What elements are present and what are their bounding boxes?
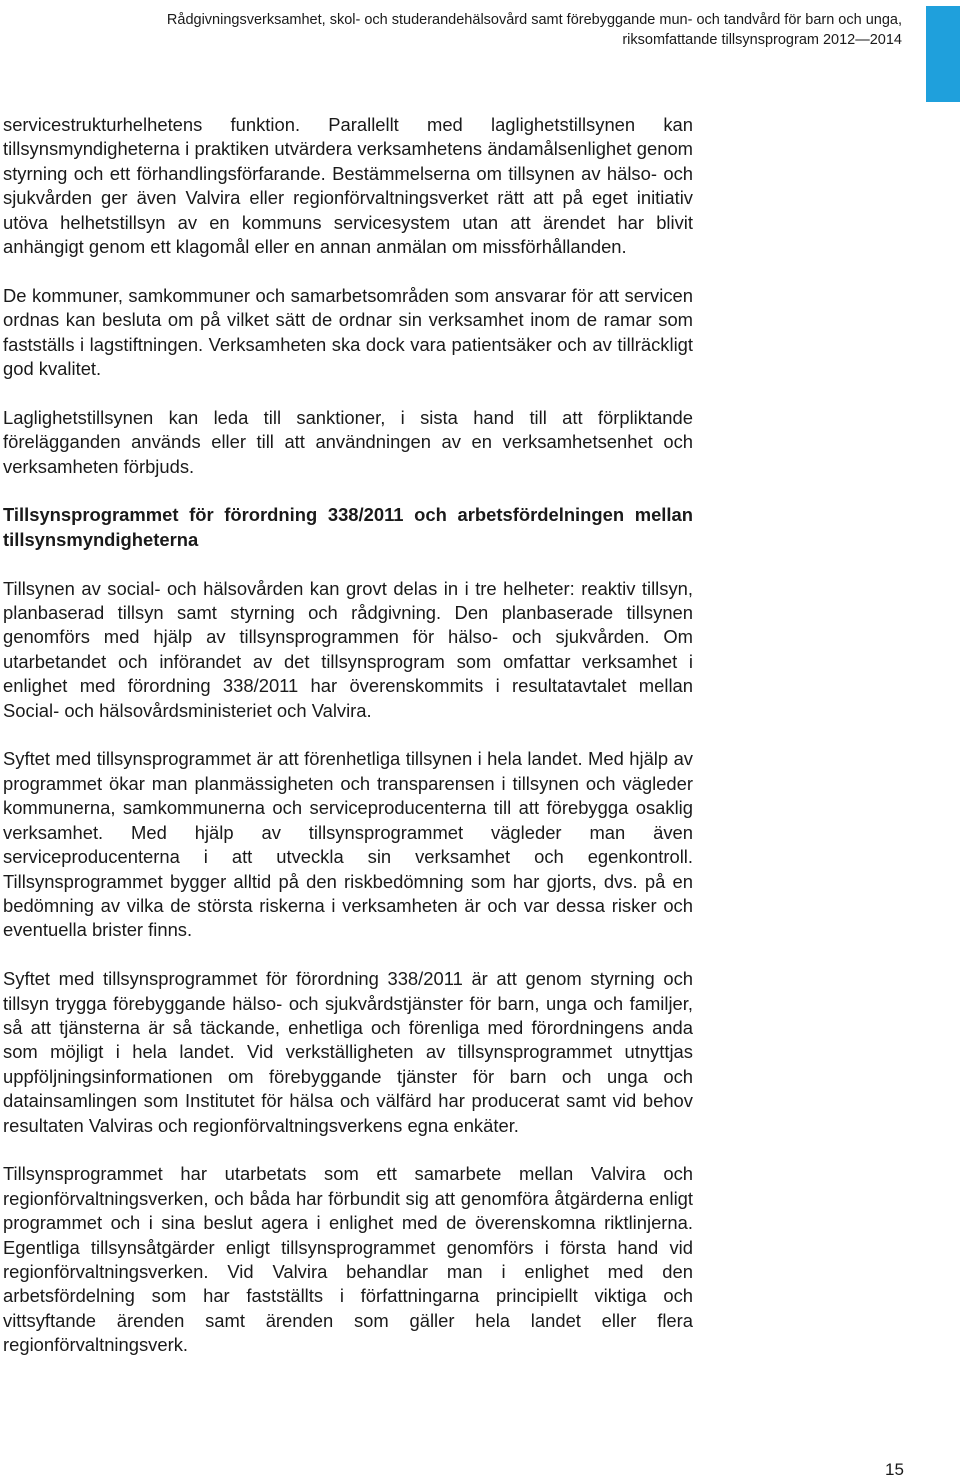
- paragraph-1: servicestrukturhelhetens funktion. Parallellt med laglighetstillsynen kan tillsynsmyndigheterna i praktiken utvärdera verksamhetens ändamålsenlighet genom styrning och ett förhandlingsförfarande. Bestämmelserna om tillsynen av hälso- och sjukvården ger även Valvira eller regionförvaltningsverket rätt att på eget initiativ utöva helhetstillsyn av en kommuns servicesystem utan att ärendet har blivit anhängigt genom ett klagomål eller en annan anmälan om missförhållanden.: [3, 114, 693, 258]
- paragraph-3: Laglighetstillsynen kan leda till sanktioner, i sista hand till att förpliktande förelägganden används eller till att användningen av en verksamhetsenhet och verksamheten förbjuds.: [3, 406, 693, 477]
- paragraph-4: Tillsynen av social- och hälsovården kan grovt delas in i tre helheter: reaktiv tillsyn, planbaserad tillsyn samt styrning och rådgivning. Den planbaserade tillsynen genomförs med hjälp av tillsynsprogrammen för hälso- och sjukvården. Om utarbetandet och införandet av det tillsynsprogram som omfattar verksamhet i enlighet med förordning 338/2011 har överenskommits i resultatavtalet mellan Social- och hälsovårdsministeriet och Valvira.: [3, 577, 693, 721]
- paragraph-7: Tillsynsprogrammet har utarbetats som ett samarbete mellan Valvira och regionförvaltningsverken, och båda har förbundit sig att genomföra åtgärderna enligt programmet och i sina beslut agera i enlighet med de överenskomna riktlinjerna. Egentliga tillsynsåtgärder enligt tillsynsprogrammet genomförs i första hand vid regionförvaltningsverken. Vid Valvira behandlar man i enlighet med den arbetsfördelning som har fastställts i författningarna principiellt viktiga och vittsyftande ärenden samt ärenden som gäller hela landet eller flera regionförvaltningsverk.: [3, 1163, 693, 1356]
- accent-bar: [926, 6, 960, 102]
- paragraph-5: Syftet med tillsynsprogrammet är att förenhetliga tillsynen i hela landet. Med hjälp av programmet ökar man planmässigheten och transparensen i tillsynen och vägleder kommunerna, samkommunerna och serviceproducenterna till att förebygga osaklig verksamhet. Med hjälp av tillsynsprogrammet vägleder man även serviceproducenterna i att utveckla sin verksamhet och egenkontroll. Tillsynsprogrammet bygger alltid på den riskbedömning som har gjorts, dvs. på en bedömning av vilka de största riskerna i verksamheten är och var dessa risker och eventuella brister finns.: [3, 748, 693, 941]
- paragraph-6: Syftet med tillsynsprogrammet för förordning 338/2011 är att genom styrning och tillsyn trygga förebyggande hälso- och sjukvårdstjänster för barn, unga och familjer, så att tjänsterna är så täckande, enhetliga och förenliga med förordningens anda som möjligt i hela landet. Vid verkställigheten av tillsynsprogrammet utnyttjas uppföljningsinformationen om förebyggande tjänster för barn och unga och datainsamlingen som Institutet för hälsa och välfärd har producerat samt vid behov resultaten Valviras och regionförvaltningsverkens egna enkäter.: [3, 968, 693, 1136]
- running-header: [62, 10, 902, 50]
- running-header-line-2: riksomfattande tillsynsprogram 2012—2014: [622, 32, 902, 48]
- main-content: [3, 113, 693, 1382]
- paragraph-2: De kommuner, samkommuner och samarbetsområden som ansvarar för att servicen ordnas kan besluta om på vilket sätt de ordnar sin verksamhet inom de ramar som fastställs i lagstiftningen. Verksamheten ska dock vara patientsäker och av tillräckligt god kvalitet.: [3, 284, 693, 380]
- running-header-line-1: Rådgivningsverksamhet, skol- och studerandehälsovård samt förebyggande mun- och tandvård för barn och unga,: [166, 12, 902, 28]
- page-number: 15: [885, 1460, 904, 1479]
- section-heading: Tillsynsprogrammet för förordning 338/2011 och arbetsfördelningen mellan tillsynsmyndigheterna: [3, 504, 693, 550]
